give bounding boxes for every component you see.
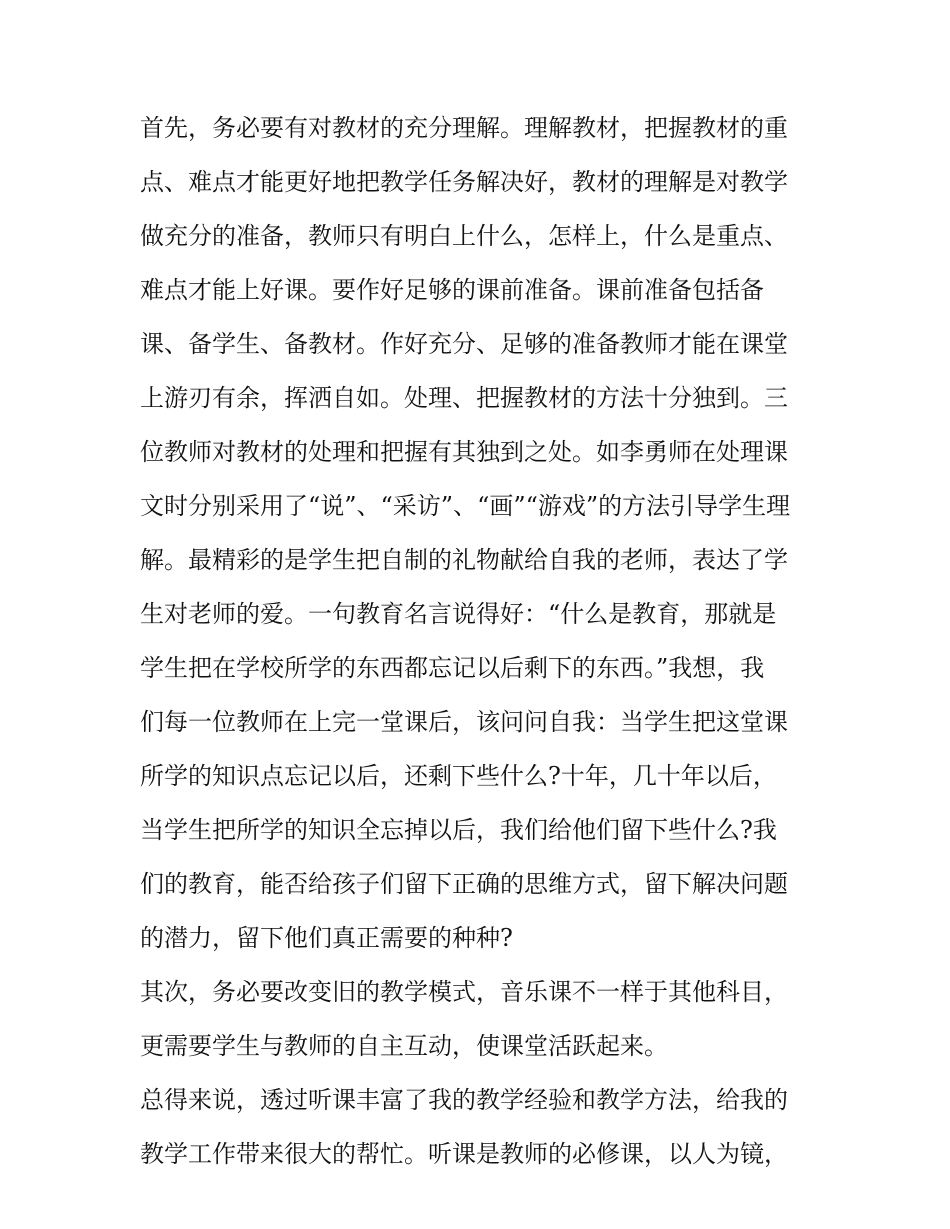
text-line: 位教师对教材的处理和把握有其独到之处。如李勇师在处理课	[140, 438, 788, 466]
text-line: 文时分别采用了“说”、“采访”、“画”“游戏”的方法引导学生理	[140, 492, 791, 520]
text-line: 学生把在学校所学的东西都忘记以后剩下的东西。”我想，我	[140, 654, 765, 682]
text-line: 难点才能上好课。要作好足够的课前准备。课前准备包括备	[140, 276, 764, 304]
text-line: 做充分的准备，教师只有明白上什么，怎样上，什么是重点、	[140, 222, 788, 250]
text-line: 总得来说，透过听课丰富了我的教学经验和教学方法，给我的	[140, 1086, 788, 1114]
text-line: 解。最精彩的是学生把自制的礼物献给自我的老师，表达了学	[140, 546, 788, 574]
text-line: 当学生把所学的知识全忘掉以后，我们给他们留下些什么?我	[140, 816, 777, 844]
text-line: 所学的知识点忘记以后，还剩下些什么?十年，几十年以后，	[140, 762, 777, 790]
text-line: 的潜力，留下他们真正需要的种种?	[140, 924, 513, 952]
text-line: 们的教育，能否给孩子们留下正确的思维方式，留下解决问题	[140, 870, 788, 898]
text-line: 首先，务必要有对教材的充分理解。理解教材，把握教材的重	[140, 114, 788, 142]
text-line: 更需要学生与教师的自主互动，使课堂活跃起来。	[140, 1032, 668, 1060]
text-line: 上游刃有余，挥洒自如。处理、把握教材的方法十分独到。三	[140, 384, 788, 412]
text-line: 教学工作带来很大的帮忙。听课是教师的必修课，以人为镜，	[140, 1140, 788, 1168]
text-line: 生对老师的爱。一句教育名言说得好：“什么是教育，那就是	[140, 600, 777, 628]
text-line: 课、备学生、备教材。作好充分、足够的准备教师才能在课堂	[140, 330, 788, 358]
text-line: 们每一位教师在上完一堂课后，该问问自我：当学生把这堂课	[140, 708, 788, 736]
document-page	[140, 101, 820, 1181]
text-line: 其次，务必要改变旧的教学模式，音乐课不一样于其他科目，	[140, 978, 788, 1006]
text-line: 点、难点才能更好地把教学任务解决好，教材的理解是对教学	[140, 168, 788, 196]
